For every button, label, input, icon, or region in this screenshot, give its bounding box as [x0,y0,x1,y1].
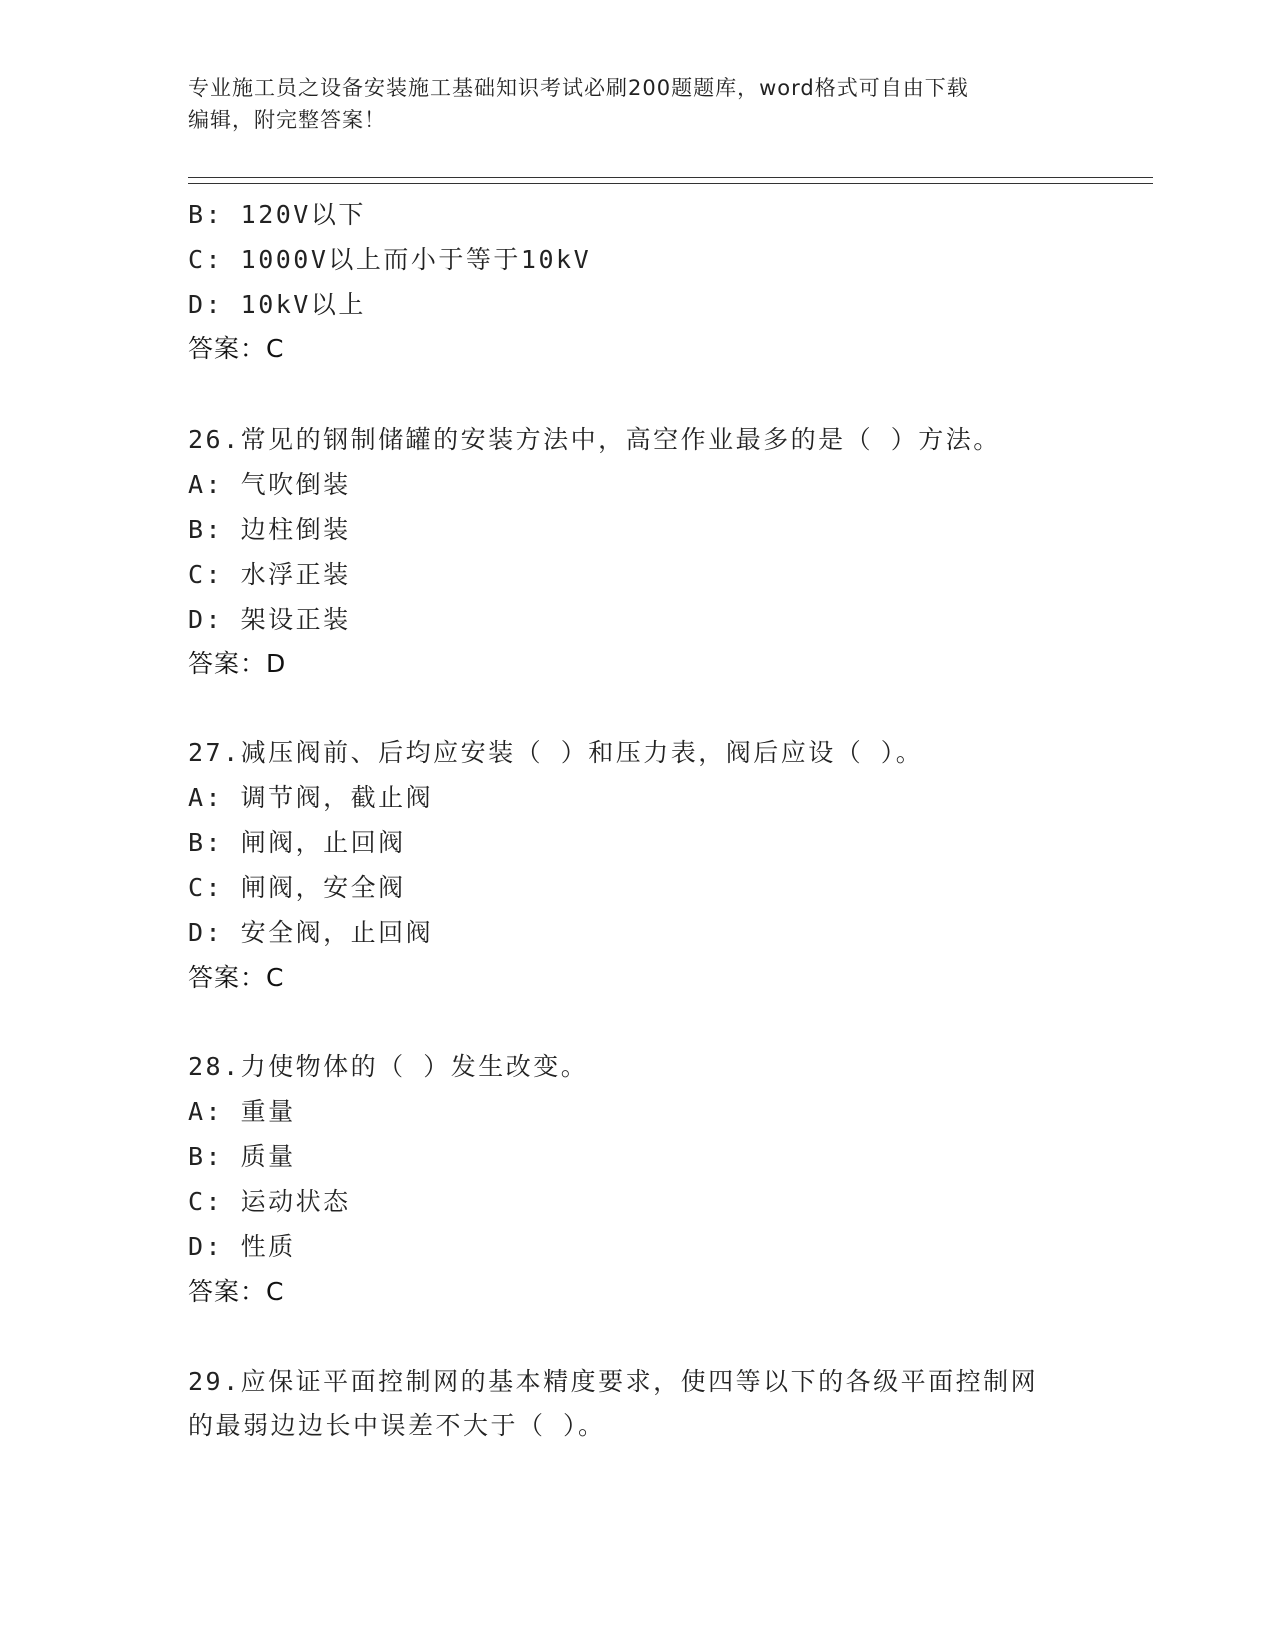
q28-answer: 答案：C [188,1277,285,1306]
q27-answer: 答案：C [188,963,285,992]
q27-question: 27.减压阀前、后均应安装（ ）和压力表，阀后应设（ ）。 [188,738,924,767]
q26-option-c: C: 水浮正装 [188,560,351,589]
q26-question: 26.常见的钢制储罐的安装方法中，高空作业最多的是（ ）方法。 [188,425,1001,454]
q29-question-line-2: 的最弱边边长中误差不大于（ ）。 [188,1411,606,1440]
q26-option-a: A: 气吹倒装 [188,470,351,499]
q25-option-d: D: 10kV以上 [188,290,366,319]
header-divider-bottom [188,183,1153,184]
q29-question-line-1: 29.应保证平面控制网的基本精度要求，使四等以下的各级平面控制网 [188,1367,1039,1396]
q27-option-d: D: 安全阀，止回阀 [188,918,434,947]
header-divider-top [188,177,1153,178]
header-line-1: 专业施工员之设备安装施工基础知识考试必刷200题题库，word格式可自由下载 [188,76,969,100]
q28-option-b: B: 质量 [188,1142,296,1171]
q25-option-c: C: 1000V以上而小于等于10kV [188,245,592,274]
q28-question: 28.力使物体的（ ）发生改变。 [188,1052,589,1081]
q28-option-d: D: 性质 [188,1232,296,1261]
q27-option-a: A: 调节阀，截止阀 [188,783,434,812]
q26-option-d: D: 架设正装 [188,605,351,634]
q26-option-b: B: 边柱倒装 [188,515,351,544]
q27-option-c: C: 闸阀，安全阀 [188,873,406,902]
document-header [188,72,1088,136]
q25-option-b: B: 120V以下 [188,200,366,229]
q26-answer: 答案：D [188,649,287,678]
q28-option-a: A: 重量 [188,1097,296,1126]
q28-option-c: C: 运动状态 [188,1187,351,1216]
header-line-2: 编辑，附完整答案！ [188,108,386,132]
q27-option-b: B: 闸阀，止回阀 [188,828,406,857]
q25-answer: 答案：C [188,334,285,363]
